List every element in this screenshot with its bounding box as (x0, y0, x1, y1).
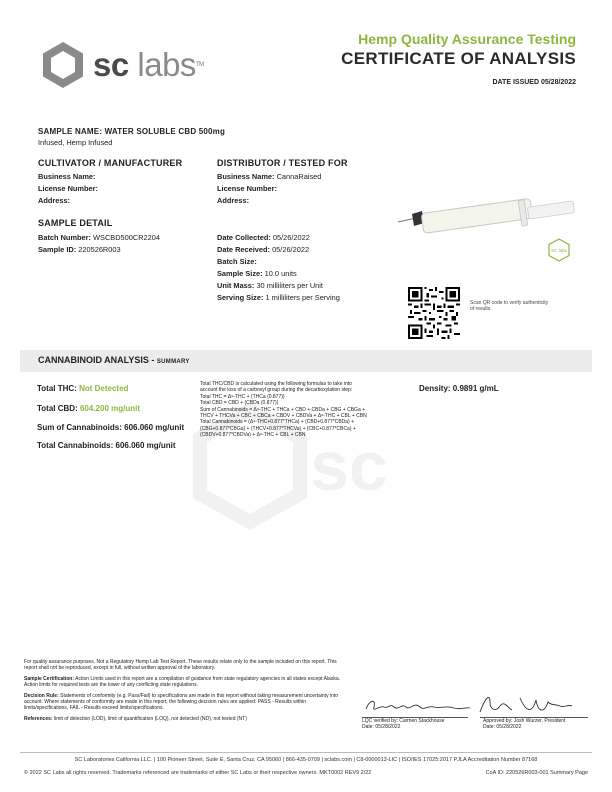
sample-id-value: 220526R003 (78, 245, 121, 254)
sum-cannabinoids-row (37, 423, 184, 432)
approver-signature (476, 692, 576, 718)
analysis-title-main: CANNABINOID ANALYSIS - (38, 355, 155, 365)
sample-size-value: 10.0 units (264, 269, 297, 278)
sample-id-label: Sample ID: (38, 245, 77, 254)
logo-trademark: TM (195, 62, 204, 68)
lqc-verified-label (362, 718, 445, 730)
distributor-address-row (217, 195, 249, 206)
footer-divider (20, 752, 592, 753)
sc-labs-logo (40, 40, 220, 90)
approved-by: Approved by: Josh Wurzer, President (483, 718, 566, 724)
total-cbd-row (37, 404, 140, 413)
analysis-title-sub: SUMMARY (156, 359, 190, 365)
qr-verify-note: Scan QR code to verify authenticity of results. (470, 300, 549, 312)
copyright-line: © 2022 SC Labs all rights reserved. Trademarks referenced are trademarks of either SC Labs or their respective owners. MKT0002 REV9 2/22 (24, 770, 372, 776)
badge-text: SC labs (551, 248, 567, 253)
date-collected-value: 05/26/2022 (272, 233, 310, 242)
logo-wordmark (93, 48, 204, 82)
formula-line: Total CBD = CBD + (CBDa (0.877)) (200, 400, 279, 407)
certification-text: Action Limits used in this report are a compilation of guidance from state regulatory agencies in all states except Alaska. Action limits for required tests are the lower of any conflicting state regulations. (24, 675, 341, 689)
footer-notes (24, 659, 344, 722)
distributor-business-label: Business Name: (217, 172, 275, 181)
distributor-license-label: License Number: (217, 184, 277, 193)
total-thc-row (37, 384, 128, 393)
approved-by-label (483, 718, 565, 730)
report-title: CERTIFICATE OF ANALYSIS (341, 49, 576, 68)
total-cannabinoids-value: 606.060 mg/unit (115, 441, 176, 450)
total-cannabinoids-row (37, 441, 176, 450)
formula-line: Sum of Cannabinoids = Δ⁹-THC + THCa + CBD + CBDa + CBG + CBGa + (200, 406, 366, 413)
hexagon-logo-icon (40, 40, 86, 90)
total-cannabinoids-label: Total Cannabinoids: (37, 441, 114, 450)
date-collected-label: Date Collected: (217, 233, 271, 242)
total-cbd-label: Total CBD: (37, 404, 78, 413)
total-cbd-value: 604.200 mg/unit (79, 404, 140, 413)
date-received-value: 05/26/2022 (272, 245, 310, 254)
lab-contact-line: SC Laboratories California LLC. | 100 Pioneer Street, Suite E, Santa Cruz, CA 95060 | 866-435-0709 | sclabs.com | C8-0000013-LIC | ISO/IES 17025:2017 PJLA Accreditation Number 87168 (74, 757, 538, 763)
formula-line: (CBG+0.877*CBGa) + (THCV+0.877*THCVa) + (CBC+0.877*CBCa) + (200, 425, 356, 432)
unit-mass-label: Unit Mass: (217, 281, 255, 290)
cultivator-address-row (38, 195, 70, 206)
serving-size-label: Serving Size: (217, 293, 264, 302)
sample-certification (24, 676, 344, 689)
date-received-label: Date Received: (217, 245, 270, 254)
cultivator-address-label: Address: (38, 196, 71, 205)
total-thc-label: Total THC: (37, 384, 77, 393)
cultivator-business-row (38, 171, 96, 182)
formula-line: (CBDV+0.877*CBDVa) + Δ⁸-THC + CBL + CBN (200, 432, 306, 439)
distributor-business-value: CannaRaised (276, 172, 322, 181)
total-thc-value: Not Detected (79, 384, 129, 393)
density-label: Density: (419, 384, 451, 393)
batch-size-row (217, 256, 257, 267)
density-row (419, 384, 499, 393)
batch-size-label: Batch Size: (217, 257, 257, 266)
coa-id-line: CoA ID: 220526R003-001 Summary Page (485, 770, 588, 776)
formula-line: Total Cannabinoids = (Δ⁹-THC+0.877*THCa) + (CBD+0.877*CBDa) + (200, 419, 355, 426)
date-received-row (217, 244, 309, 255)
formula-line: Total THC = Δ⁹-THC + (THCa (0.877)) (200, 393, 285, 400)
formula-line: account the loss of a carboxyl group during the decarboxylation step: (200, 387, 353, 394)
report-subtitle: Hemp Quality Assurance Testing (358, 31, 576, 47)
batch-number-label: Batch Number: (38, 233, 91, 242)
sum-cannabinoids-label: Sum of Cannabinoids: (37, 423, 122, 432)
serving-size-row (217, 292, 340, 303)
cannabinoid-analysis-title (38, 355, 190, 365)
sample-name: SAMPLE NAME: WATER SOLUBLE CBD 500mg (38, 127, 226, 136)
lqc-verified-by: LQC verified by: Carmen Stackhouse (362, 718, 445, 724)
sample-type: Infused, Hemp Infused (38, 138, 113, 147)
product-syringe-image (396, 198, 576, 238)
unit-mass-value: 30 milliliters per Unit (256, 281, 323, 290)
certification-label: Sample Certification: (24, 675, 75, 682)
svg-text:sc: sc (310, 427, 388, 505)
distributor-business-row (217, 171, 321, 182)
logo-wordmark-bold: sc (93, 46, 129, 83)
lqc-date: Date: 05/28/2022 (362, 724, 401, 730)
density-value: 0.9891 g/mL (452, 384, 499, 393)
batch-number-value: WSCBD500CR2204 (93, 233, 161, 242)
sample-id-row (38, 244, 121, 255)
references-label: References: (24, 715, 53, 722)
lqc-signature (362, 695, 472, 717)
disclaimer-text: For quality assurance purposes. Not a Regulatory Hemp Lab Test Report. These results relate only to the sample included on this report. This report shall not be reproduced, except in full, without written approval of the laboratory. (24, 659, 337, 672)
date-issued: DATE ISSUED 05/28/2022 (492, 79, 576, 86)
approved-date: Date: 05/28/2022 (483, 724, 522, 730)
batch-number-row (38, 232, 160, 243)
references (24, 716, 344, 722)
sample-size-row (217, 268, 297, 279)
verification-qr-code[interactable] (408, 287, 460, 339)
cultivator-license-label: License Number: (38, 184, 98, 193)
decision-rule (24, 693, 344, 712)
logo-wordmark-light: labs (137, 46, 196, 83)
distributor-address-label: Address: (217, 196, 250, 205)
date-collected-row (217, 232, 310, 243)
unit-mass-row (217, 280, 323, 291)
cultivator-business-label: Business Name: (38, 172, 96, 181)
decision-rule-text: Statements of conformity (e.g. Pass/Fail) to specifications are made in this report without taking measurement uncertainty into account. Where statements of conformity are made in this report, the following decision rules are applied: PASS - Results within limits/specifications, FAIL - Results exceed limits/specifications. (24, 692, 339, 712)
decision-rule-label: Decision Rule: (24, 692, 59, 699)
cultivator-heading: CULTIVATOR / MANUFACTURER (38, 158, 183, 168)
calculation-formula (200, 381, 410, 439)
formula-line: Total THC/CBD is calculated using the following formulas to take into (200, 381, 352, 387)
formula-line: THCV + THCVa + CBC + CBCa + CBDV + CBDVa + Δ⁸-THC + CBL + CBN (200, 413, 367, 420)
references-text: limit of detection (LOD), limit of quantification (LOQ), not detected (ND), not tested (NT) (54, 715, 247, 722)
sample-size-label: Sample Size: (217, 269, 263, 278)
distributor-heading: DISTRIBUTOR / TESTED FOR (217, 158, 348, 168)
cultivator-license-row (38, 183, 98, 194)
sum-cannabinoids-value: 606.060 mg/unit (124, 423, 185, 432)
sc-labs-badge-icon (547, 238, 571, 262)
distributor-license-row (217, 183, 277, 194)
sample-detail-heading: SAMPLE DETAIL (38, 218, 113, 228)
serving-size-value: 1 milliliters per Serving (265, 293, 340, 302)
